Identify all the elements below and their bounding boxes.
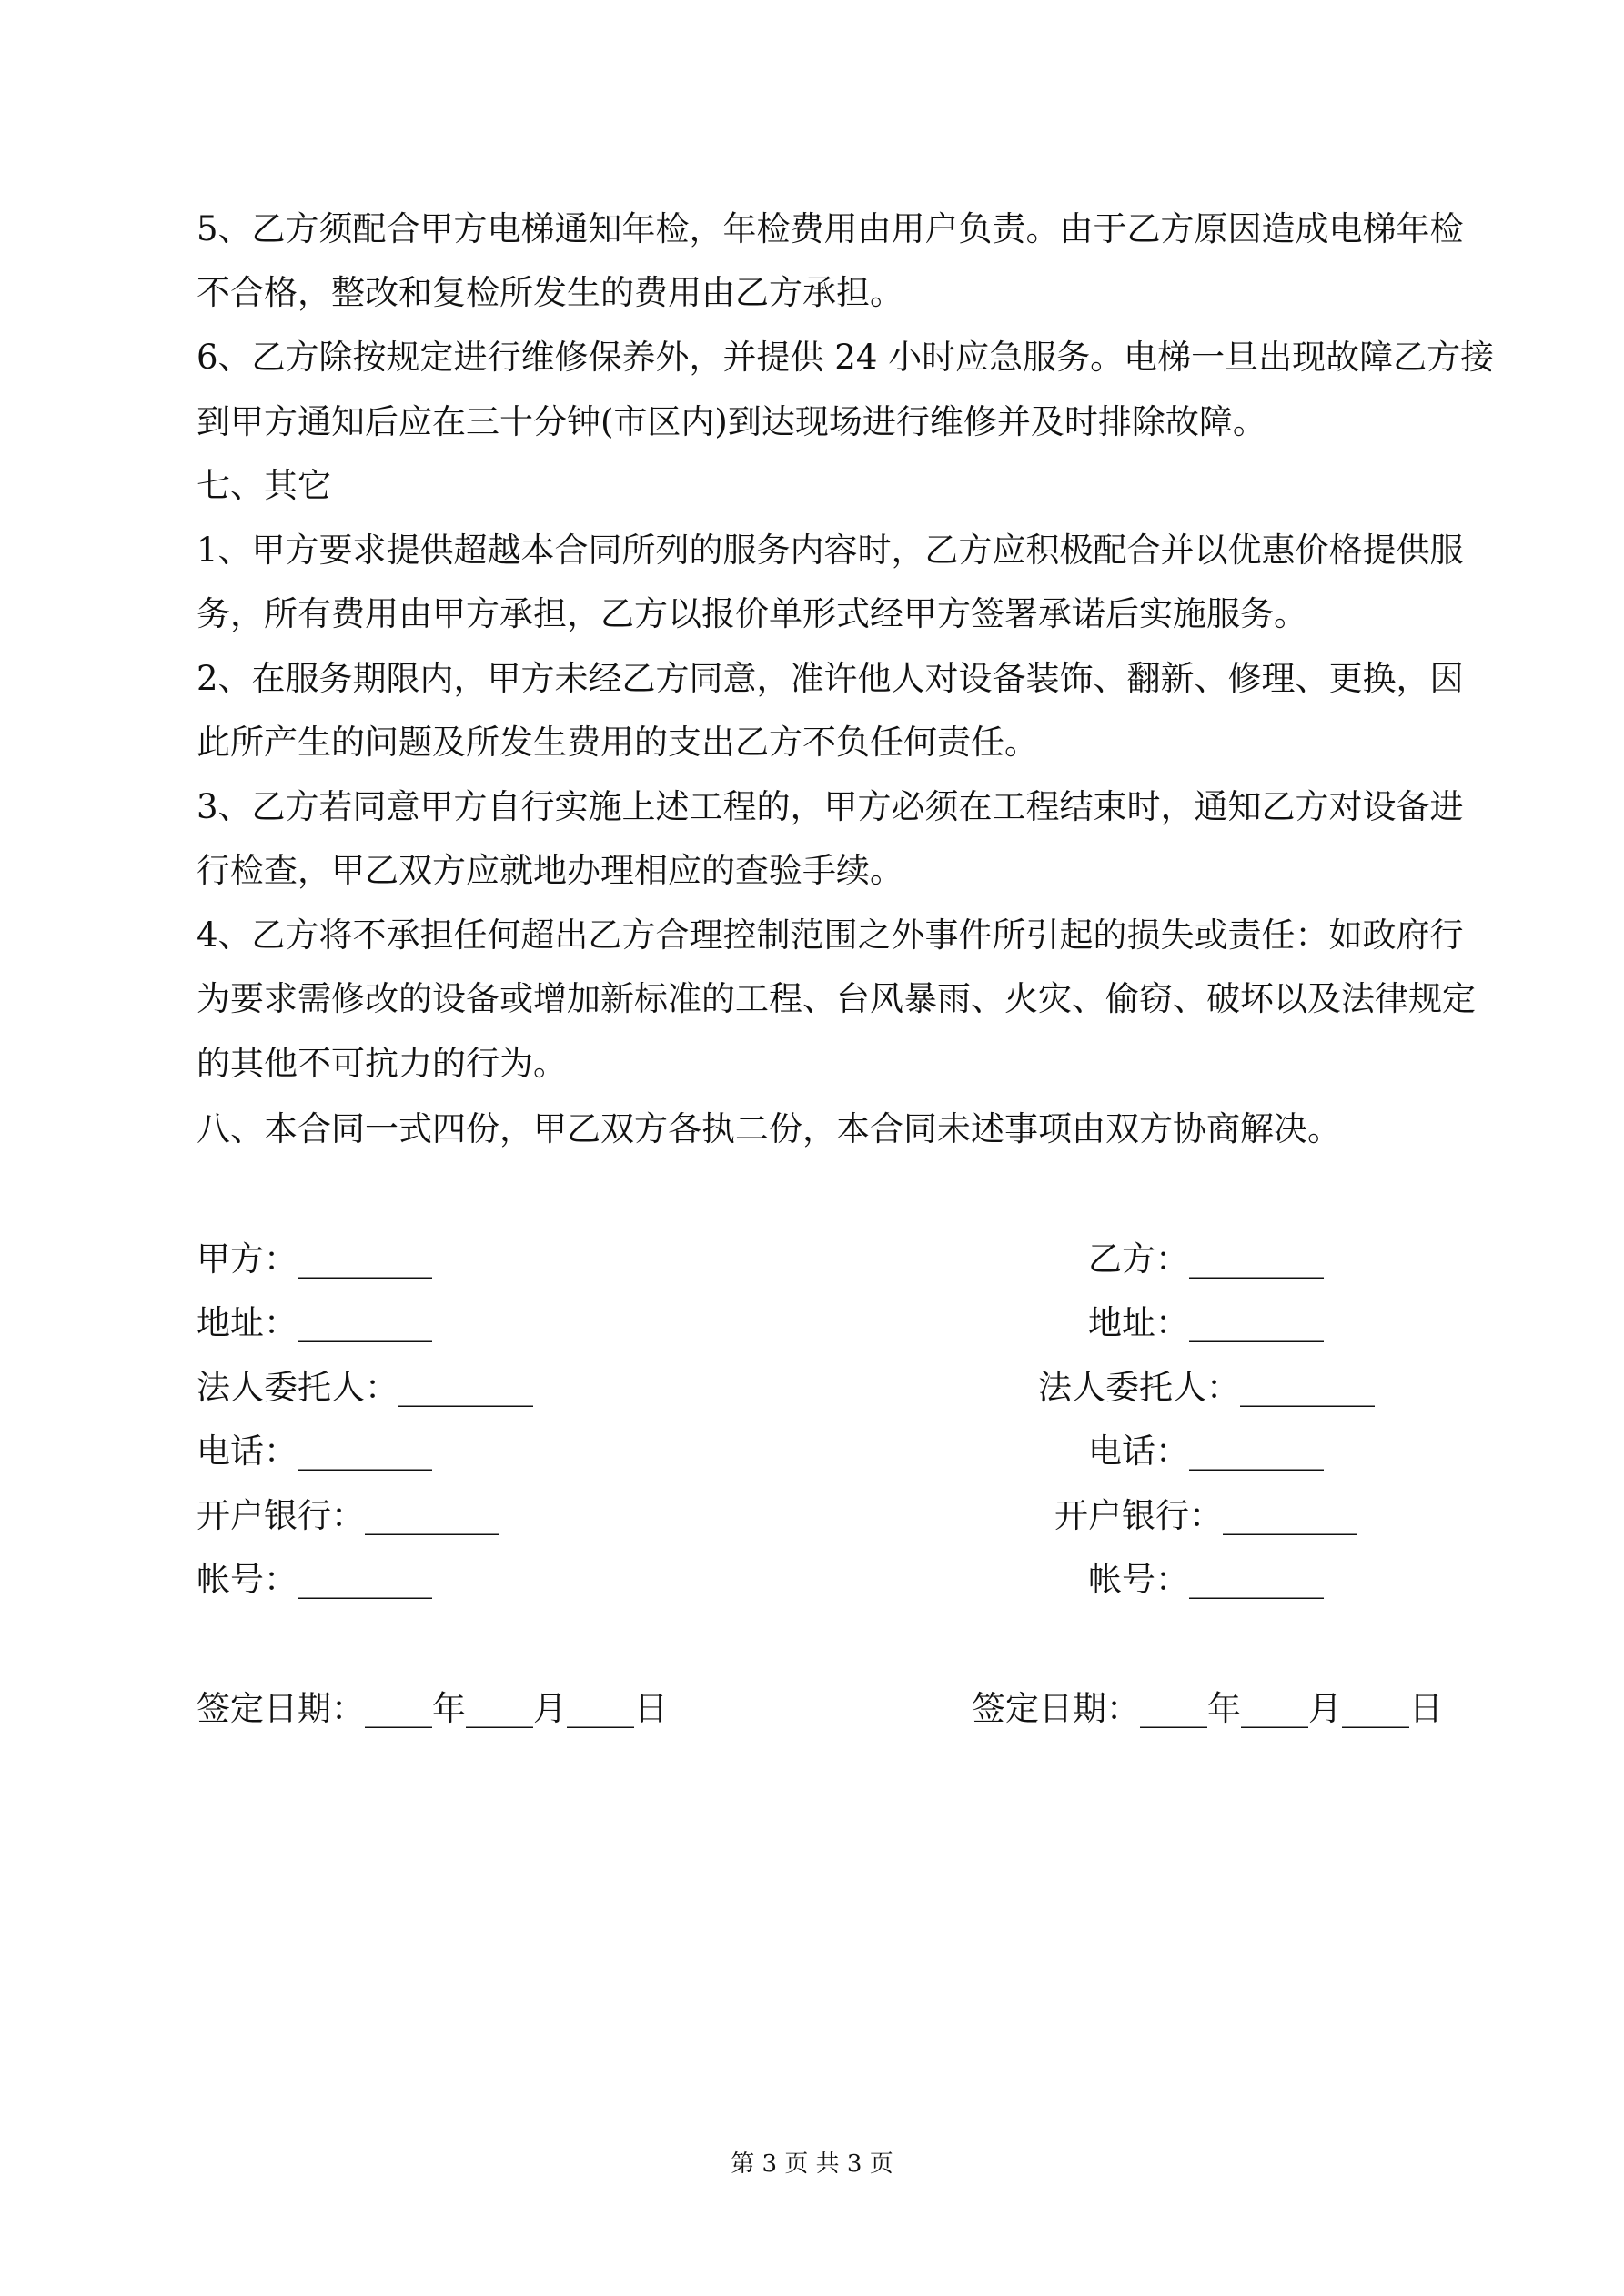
party-a-address-field: 地址：________: [197, 1303, 432, 1342]
party-a-representative-field: 法人委托人：________: [197, 1368, 533, 1407]
party-b-account-field: 帐号：________: [1088, 1560, 1324, 1599]
section-7-clause-3-line-1: 3、乙方若同意甲方自行实施上述工程的，甲方必须在工程结束时，通知乙方对设备进: [197, 787, 1464, 826]
party-a-phone-field: 电话：________: [197, 1431, 432, 1471]
section-7-clause-4-line-3: 的其他不可抗力的行为。: [197, 1044, 567, 1083]
section-7-clause-1-line-1: 1、甲方要求提供超越本合同所列的服务内容时，乙方应积极配合并以优惠价格提供服: [197, 531, 1464, 570]
section-8: 八、本合同一式四份，甲乙双方各执二份，本合同未述事项由双方协商解决。: [197, 1109, 1341, 1148]
party-b-bank-field: 开户银行：________: [1054, 1496, 1357, 1535]
clause-6-line-1: 6、乙方除按规定进行维修保养外，并提供 24 小时应急服务。电梯一旦出现故障乙方接: [197, 338, 1495, 377]
party-b-representative-field: 法人委托人：________: [1038, 1368, 1375, 1407]
party-b-sign-date: 签定日期：____年____月____日: [972, 1689, 1443, 1728]
party-a-sign-date: 签定日期：____年____月____日: [197, 1689, 668, 1728]
party-b-phone-field: 电话：________: [1088, 1431, 1324, 1471]
section-7-clause-3-line-2: 行检查，甲乙双方应就地办理相应的查验手续。: [197, 851, 903, 890]
clause-5-line-2: 不合格，整改和复检所发生的费用由乙方承担。: [197, 273, 903, 312]
section-7-clause-4-line-2: 为要求需修改的设备或增加新标准的工程、台风暴雨、火灾、偷窃、破坏以及法律规定: [197, 979, 1476, 1018]
section-7-clause-4-line-1: 4、乙方将不承担任何超出乙方合理控制范围之外事件所引起的损失或责任：如政府行: [197, 915, 1464, 955]
party-b-name-field: 乙方：________: [1088, 1239, 1324, 1279]
clause-5-line-1: 5、乙方须配合甲方电梯通知年检，年检费用由用户负责。由于乙方原因造成电梯年检: [197, 209, 1464, 248]
clause-6-line-2: 到甲方通知后应在三十分钟(市区内)到达现场进行维修并及时排除故障。: [197, 402, 1266, 441]
party-a-bank-field: 开户银行：________: [197, 1496, 499, 1535]
section-7-clause-1-line-2: 务，所有费用由甲方承担，乙方以报价单形式经甲方签署承诺后实施服务。: [197, 594, 1307, 633]
page-number: 第 3 页 共 3 页: [731, 2150, 893, 2178]
party-b-address-field: 地址：________: [1088, 1303, 1324, 1342]
party-a-account-field: 帐号：________: [197, 1560, 432, 1599]
party-a-name-field: 甲方：________: [197, 1239, 432, 1279]
section-7-heading: 七、其它: [197, 466, 331, 505]
section-7-clause-2-line-1: 2、在服务期限内，甲方未经乙方同意，准许他人对设备装饰、翻新、修理、更换，因: [197, 659, 1464, 698]
section-7-clause-2-line-2: 此所产生的问题及所发生费用的支出乙方不负任何责任。: [197, 723, 1038, 762]
